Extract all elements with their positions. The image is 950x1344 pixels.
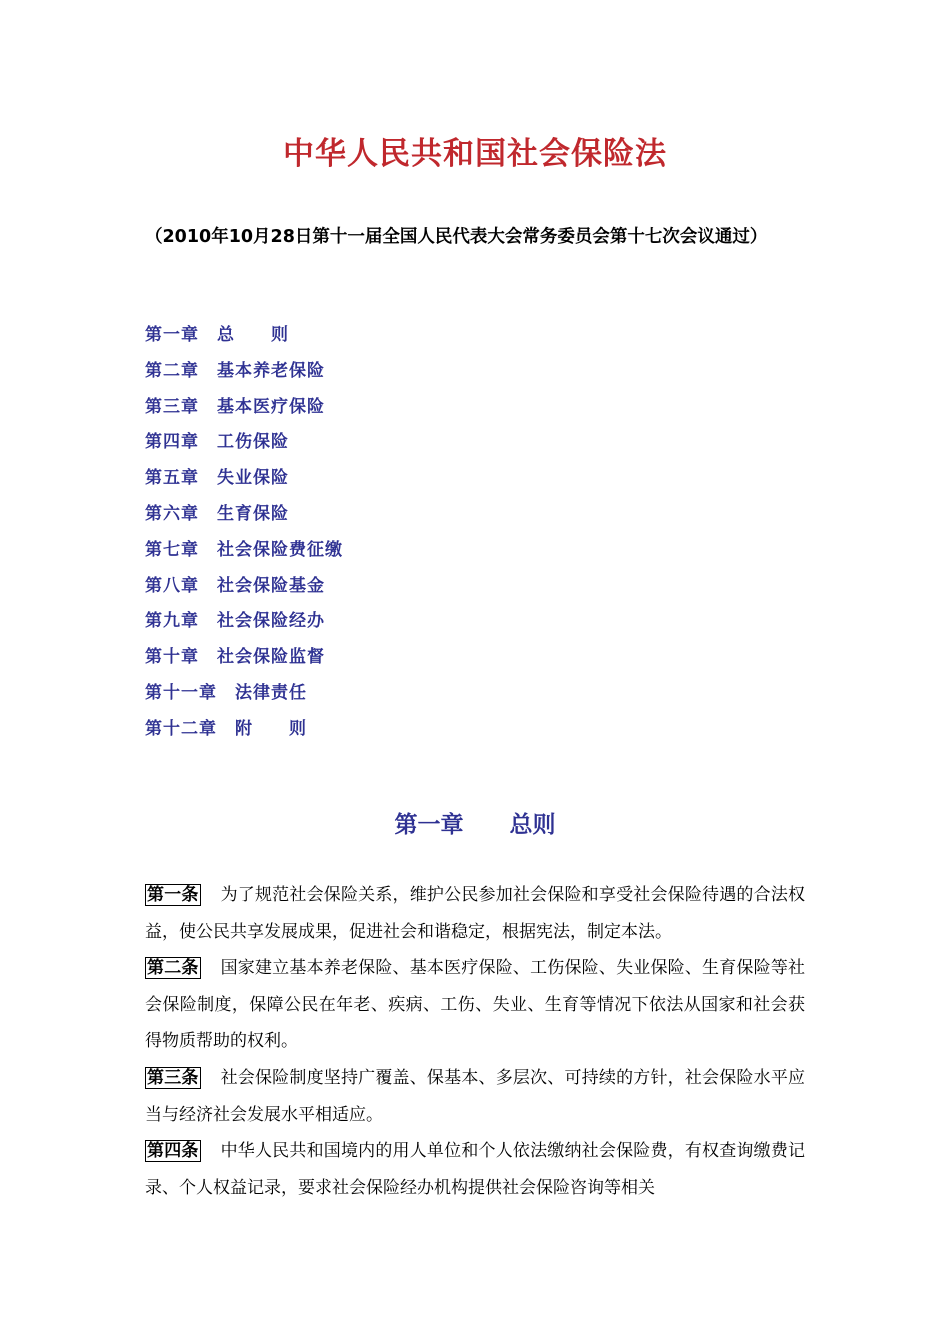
- article-text: 国家建立基本养老保险、基本医疗保险、工伤保险、失业保险、生育保险等社会保险制度，保障公民在年老、疾病、工伤、失业、生育等情况下依法从国家和社会获得物质帮助的权利。: [145, 958, 806, 1052]
- article-label: 第三条: [147, 1067, 199, 1088]
- article-4: [145, 1133, 805, 1206]
- toc-item-chapter-12[interactable]: 第十二章 附 则: [145, 718, 307, 739]
- article-3: [145, 1060, 805, 1133]
- toc-item-chapter-6[interactable]: 第六章 生育保险: [145, 503, 289, 524]
- toc-item-chapter-5[interactable]: 第五章 失业保险: [145, 468, 289, 489]
- article-text: 社会保险制度坚持广覆盖、保基本、多层次、可持续的方针，社会保险水平应当与经济社会发展水平相适应。: [145, 1067, 806, 1125]
- toc-item-chapter-7[interactable]: 第七章 社会保险费征缴: [145, 539, 343, 560]
- toc-item-chapter-1[interactable]: 第一章 总 则: [145, 325, 289, 345]
- article-label: 第二条: [147, 958, 199, 979]
- table-of-contents: [145, 318, 343, 748]
- toc-item-chapter-9[interactable]: 第九章 社会保险经办: [145, 611, 325, 632]
- toc-item-chapter-3[interactable]: 第三章 基本医疗保险: [145, 396, 325, 417]
- toc-item-chapter-8[interactable]: 第八章 社会保险基金: [145, 575, 325, 596]
- article-2: [145, 950, 805, 1060]
- article-1: [145, 877, 805, 950]
- document-title: 中华人民共和国社会保险法: [283, 136, 667, 172]
- article-label: 第四条: [147, 1141, 199, 1162]
- toc-item-chapter-4[interactable]: 第四章 工伤保险: [145, 432, 289, 453]
- article-label: 第一条: [147, 885, 199, 905]
- chapter-heading: 第一章 总则: [394, 811, 556, 838]
- adoption-note: （2010年10月28日第十一届全国人民代表大会常务委员会第十七次会议通过）: [145, 227, 768, 247]
- article-text: 中华人民共和国境内的用人单位和个人依法缴纳社会保险费，有权查询缴费记录、个人权益记录，要求社会保险经办机构提供社会保险咨询等相关: [145, 1141, 806, 1198]
- toc-item-chapter-11[interactable]: 第十一章 法律责任: [145, 682, 307, 703]
- toc-item-chapter-2[interactable]: 第二章 基本养老保险: [145, 360, 325, 381]
- toc-item-chapter-10[interactable]: 第十章 社会保险监督: [145, 647, 325, 668]
- articles-section: [145, 877, 805, 1206]
- article-text: 为了规范社会保险关系，维护公民参加社会保险和享受社会保险待遇的合法权益，使公民共享发展成果，促进社会和谐稳定，根据宪法，制定本法。: [145, 885, 806, 942]
